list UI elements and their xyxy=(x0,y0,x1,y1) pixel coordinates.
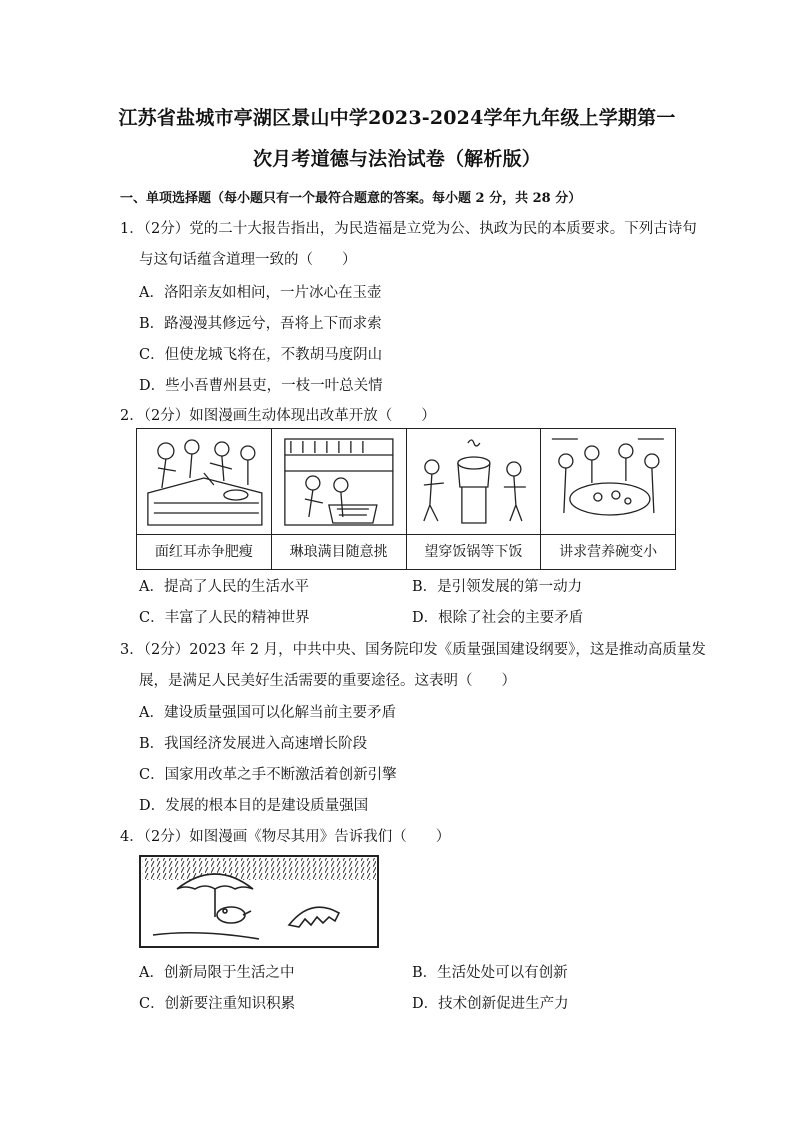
q1-stem-line2: 与这句话蕴含道理一致的（ ） xyxy=(139,252,357,268)
comic-caption-4: 讲求营养碗变小 xyxy=(541,534,675,569)
q3-option-b: B．我国经济发展进入高速增长阶段 xyxy=(139,736,368,752)
q2-option-b: B．是引领发展的第一动力 xyxy=(412,579,583,595)
comic-panel-1 xyxy=(137,429,272,569)
comic-panel-2-drawing xyxy=(276,433,402,531)
q3-option-a: A．建设质量强国可以化解当前主要矛盾 xyxy=(139,705,396,721)
q2-comic-strip xyxy=(136,428,676,570)
q3-option-c: C．国家用改革之手不断激活着创新引擎 xyxy=(139,767,397,783)
comic-panel-3-drawing xyxy=(411,433,537,531)
comic-caption-1: 面红耳赤争肥瘦 xyxy=(137,534,271,569)
q1-option-a: A．洛阳亲友如相问，一片冰心在玉壶 xyxy=(139,285,382,301)
q1-option-b: B．路漫漫其修远兮，吾将上下而求索 xyxy=(139,316,382,332)
comic-panel-4 xyxy=(541,429,675,569)
comic-panel-3 xyxy=(407,429,542,569)
q1-option-d: D．些小吾曹州县吏，一枝一叶总关情 xyxy=(139,378,383,394)
comic-caption-2: 琳琅满目随意挑 xyxy=(272,534,406,569)
comic-caption-3: 望穿饭锅等下饭 xyxy=(407,534,541,569)
comic-panel-4-drawing xyxy=(545,433,671,531)
q3-option-d: D．发展的根本目的是建设质量强国 xyxy=(139,798,369,814)
comic-panel-1-drawing xyxy=(141,433,267,531)
q4-option-c: C．创新要注重知识积累 xyxy=(139,996,296,1012)
q1-stem-line1: 1．（2分）党的二十大报告指出，为民造福是立党为公、执政为民的本质要求。下列古诗句 xyxy=(120,221,697,237)
comic-panel-2 xyxy=(272,429,407,569)
q4-option-b: B．生活处处可以有创新 xyxy=(412,965,568,981)
q3-stem-line2: 展，是满足人民美好生活需要的重要途径。这表明（ ） xyxy=(139,673,516,689)
q4-option-a: A．创新局限于生活之中 xyxy=(139,965,295,981)
section-heading: 一、单项选择题（每小题只有一个最符合题意的答案。每小题 2 分，共 28 分） xyxy=(120,191,582,206)
q2-option-a: A．提高了人民的生活水平 xyxy=(139,579,309,595)
q3-stem-line1: 3．（2分）2023 年 2 月，中共中央、国务院印发《质量强国建设纲要》，这是推动高质量发 xyxy=(120,642,706,658)
doc-title-line2: 次月考道德与法治试卷（解析版） xyxy=(252,148,541,170)
q4-comic-image xyxy=(139,855,379,948)
q1-option-c: C．但使龙城飞将在，不教胡马度阴山 xyxy=(139,347,383,363)
q4-stem: 4．（2分）如图漫画《物尽其用》告诉我们（ ） xyxy=(120,829,451,845)
q2-option-d: D．根除了社会的主要矛盾 xyxy=(412,610,584,626)
q2-stem: 2．（2分）如图漫画生动体现出改革开放（ ） xyxy=(120,408,436,424)
q2-option-c: C．丰富了人民的精神世界 xyxy=(139,610,310,626)
doc-title-line1: 江苏省盐城市亭湖区景山中学2023-2024学年九年级上学期第一 xyxy=(118,107,676,129)
q4-option-d: D．技术创新促进生产力 xyxy=(412,996,569,1012)
